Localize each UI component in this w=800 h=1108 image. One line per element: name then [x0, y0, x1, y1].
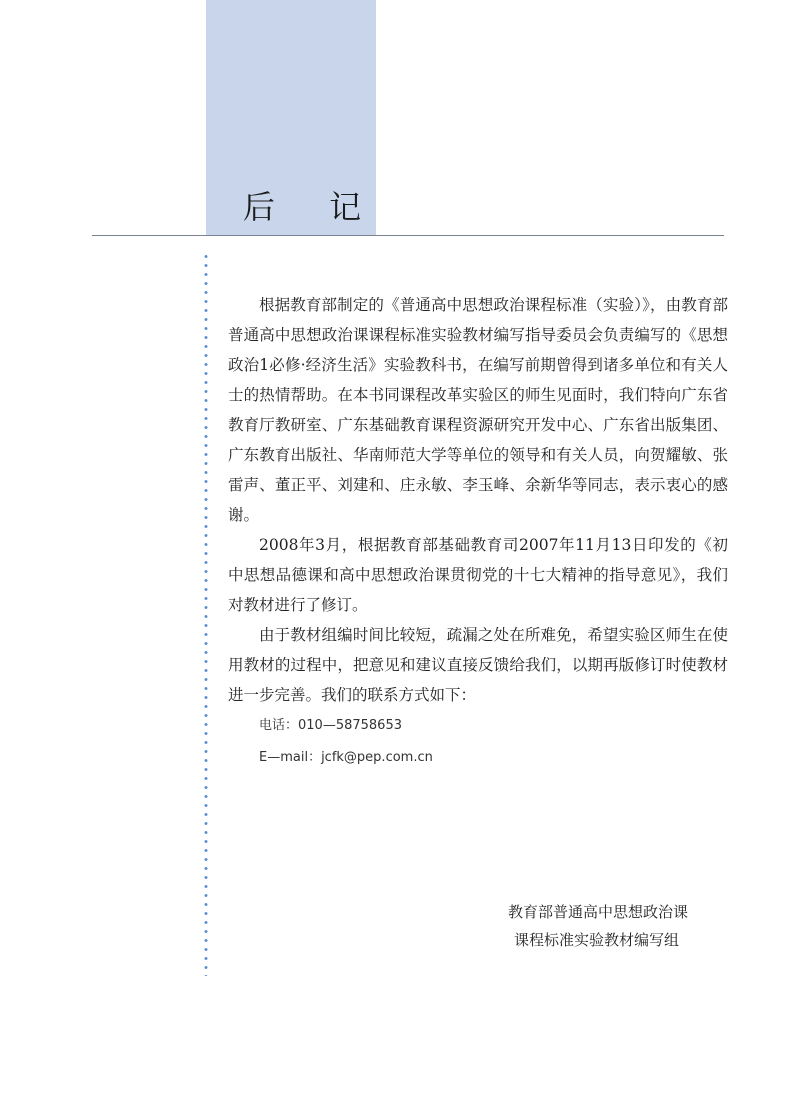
contact-phone: 电话：010—58758653	[259, 718, 402, 733]
paragraph-acknowledgement: 根据教育部制定的《普通高中思想政治课程标准（实验）》，由教育部普通高中思想政治课课程标准实验教材编写指导委员会负责编写的《思想政治1必修·经济生活》实验教科书，在编写前期曾得到诸多单位和有关人士的热情帮助。在本书同课程改革实验区的师生见面时，我们特向广东省教育厅教研室、广东基础教育课程资源研究开发中心、广东省出版集团、广东教育出版社、华南师范大学等单位的领导和有关人员，向贺耀敏、张雷声、董正平、刘建和、庄永敏、李玉峰、余新华等同志，表示衷心的感谢。	[228, 296, 728, 524]
afterword-body	[228, 290, 728, 774]
contact-email: E—mail：jcfk@pep.com.cn	[259, 750, 433, 765]
paragraph-revision: 2008年3月，根据教育部基础教育司2007年11月13日印发的《初中思想品德课和高中思想政治课贯彻党的十七大精神的指导意见》，我们对教材进行了修订。	[228, 536, 728, 614]
title-rule	[92, 235, 724, 236]
page-title: 后 记	[243, 188, 384, 226]
signature-line-2: 课程标准实验教材编写组	[514, 931, 680, 949]
paragraph-feedback: 由于教材组编时间比较短，疏漏之处在所难免，希望实验区师生在使用教材的过程中，把意见和建议直接反馈给我们，以期再版修订时使教材进一步完善。我们的联系方式如下：	[228, 626, 728, 704]
signature-line-1: 教育部普通高中思想政治课	[508, 903, 689, 921]
dotted-margin-line	[204, 252, 208, 976]
signature-block	[508, 898, 688, 954]
